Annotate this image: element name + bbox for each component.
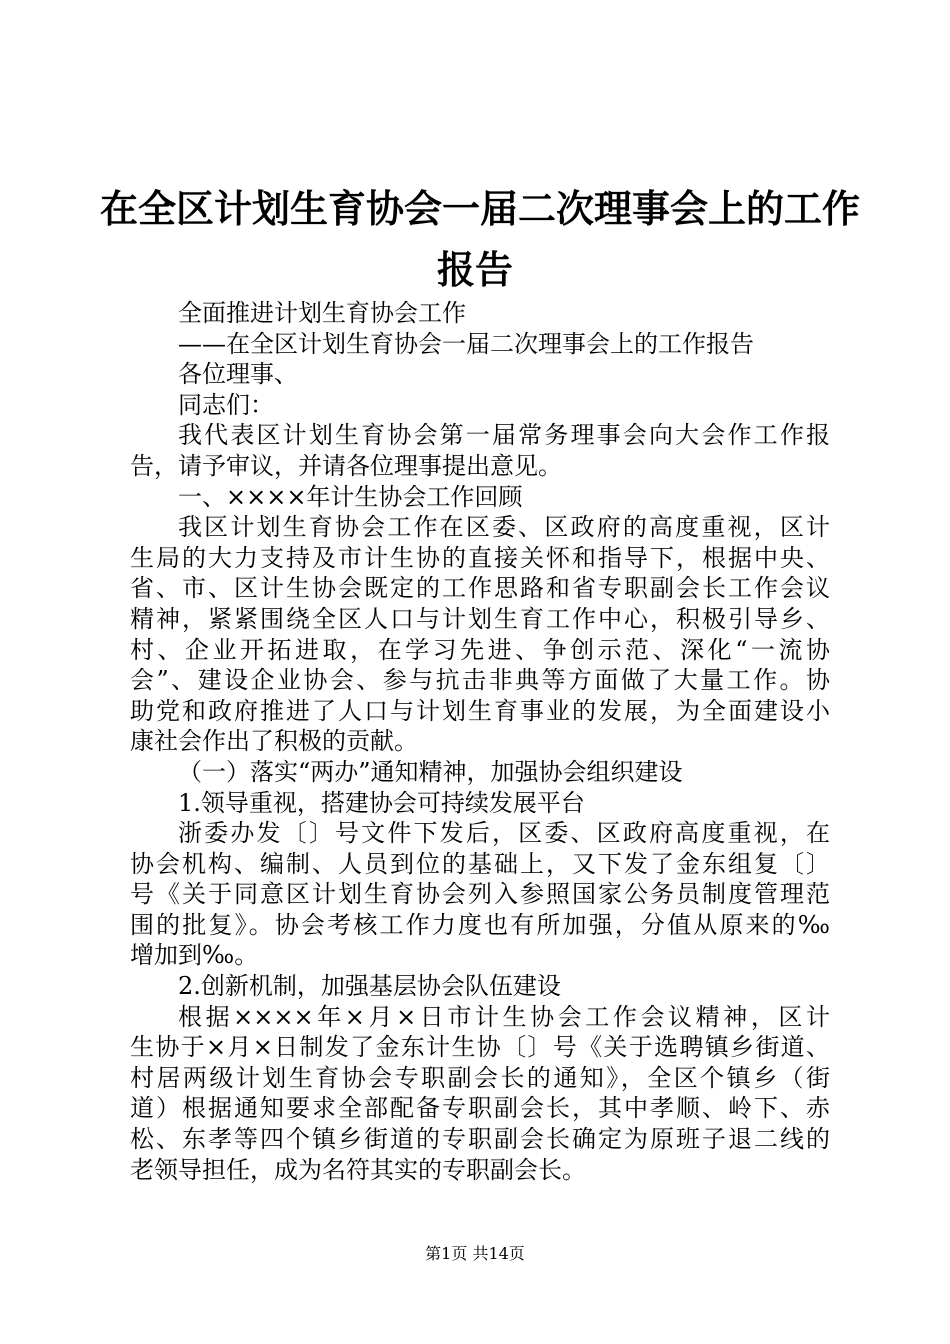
- paragraph-line: 我代表区计划生育协会第一届常务理事会向大会作工作报: [178, 421, 830, 450]
- salutation-line: 同志们：: [178, 390, 274, 419]
- document-title-line1: 在全区计划生育协会一届二次理事会上的工作: [100, 187, 861, 231]
- paragraph-line: 告，请予审议，并请各位理事提出意见。: [130, 451, 562, 480]
- document-body: [130, 298, 830, 1185]
- paragraph-line: 号《关于同意区计划生育协会列入参照国家公务员制度管理范: [130, 880, 830, 909]
- paragraph-line: 精神，紧紧围绕全区人口与计划生育工作中心，积极引导乡、: [130, 604, 830, 633]
- paragraph-line: 我区计划生育协会工作在区委、区政府的高度重视，区计: [178, 513, 830, 542]
- paragraph-line: 围的批复》。协会考核工作力度也有所加强，分值从原来的‰: [130, 910, 830, 939]
- subtitle: 全面推进计划生育协会工作: [178, 299, 466, 327]
- paragraph-line: 协会机构、编制、人员到位的基础上，又下发了金东组复〔〕: [130, 849, 830, 878]
- page-footer: 第1页 共14页: [425, 1244, 525, 1263]
- paragraph-line: 生局的大力支持及市计生协的直接关怀和指导下，根据中央、: [130, 543, 830, 572]
- paragraph-line: 根据××××年×月×日市计生协会工作会议精神，区计: [178, 1002, 830, 1031]
- paragraph-line: 道）根据通知要求全部配备专职副会长，其中孝顺、岭下、赤: [130, 1094, 830, 1123]
- item-heading: 1.领导重视，搭建协会可持续发展平台: [178, 788, 585, 817]
- subsection-heading: （一）落实“两办”通知精神，加强协会组织建设: [178, 757, 683, 786]
- item-heading: 2.创新机制，加强基层协会队伍建设: [178, 972, 561, 1001]
- subtitle-dash-line: ——在全区计划生育协会一届二次理事会上的工作报告: [178, 329, 754, 358]
- salutation-line: 各位理事、: [178, 360, 298, 389]
- paragraph-line: 村、企业开拓进取，在学习先进、争创示范、深化“一流协: [130, 635, 830, 664]
- paragraph-line: 增加到‰。: [130, 941, 259, 970]
- section-heading: 一、××××年计生协会工作回顾: [178, 482, 523, 511]
- paragraph-line: 助党和政府推进了人口与计划生育事业的发展，为全面建设小: [130, 696, 830, 725]
- paragraph-line: 会”、建设企业协会、参与抗击非典等方面做了大量工作。协: [130, 666, 830, 695]
- paragraph-line: 省、市、区计生协会既定的工作思路和省专职副会长工作会议: [130, 574, 830, 603]
- paragraph-line: 老领导担任，成为名符其实的专职副会长。: [130, 1155, 586, 1184]
- document-title-line2: 报告: [436, 248, 513, 292]
- paragraph-line: 浙委办发〔〕号文件下发后，区委、区政府高度重视，在: [178, 819, 830, 848]
- paragraph-line: 康社会作出了积极的贡献。: [130, 727, 418, 756]
- paragraph-line: 松、东孝等四个镇乡街道的专职副会长确定为原班子退二线的: [130, 1125, 830, 1154]
- paragraph-line: 村居两级计划生育协会专职副会长的通知》，全区个镇乡（街: [130, 1063, 830, 1092]
- paragraph-line: 生协于×月×日制发了金东计生协〔〕号《关于选聘镇乡街道、: [130, 1033, 830, 1062]
